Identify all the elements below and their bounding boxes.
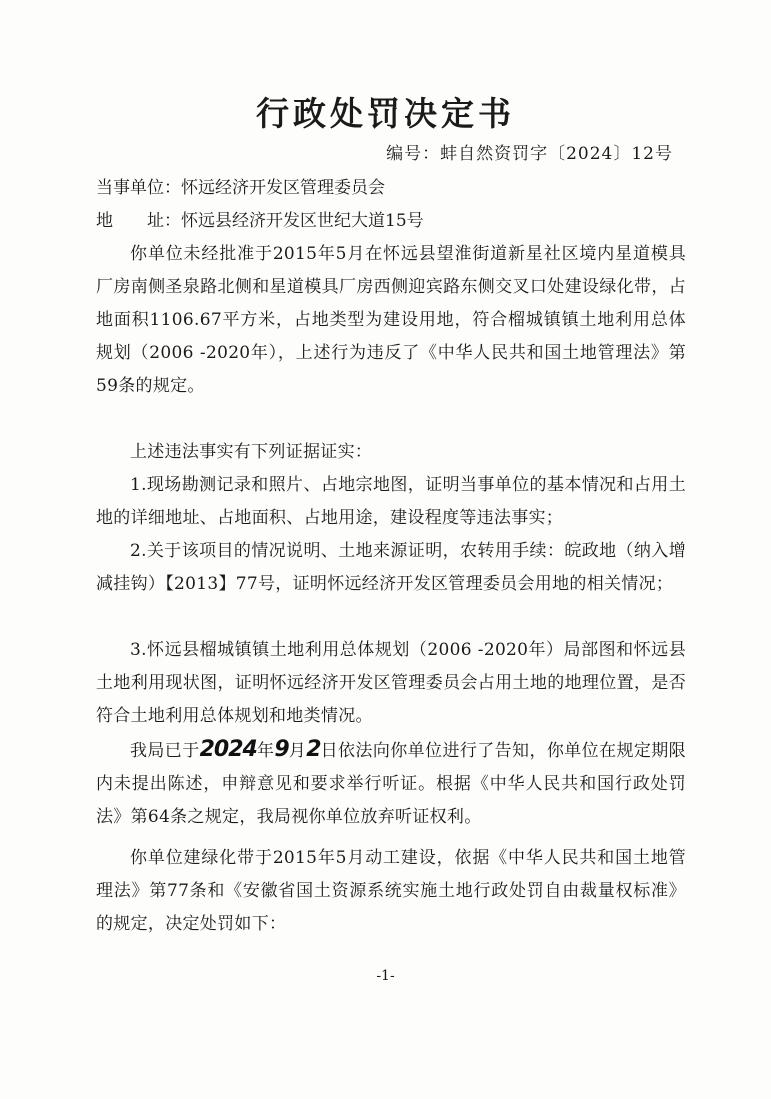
address-line: [96, 211, 686, 232]
handwritten-year: 2024: [199, 737, 257, 762]
handwritten-day: 2: [306, 737, 321, 762]
paragraph-notice: 我局已于2024年9月2日依法向你单位进行了告知，你单位在规定期限内未提出陈述，申辩意见和要求举行听证。根据《中华人民共和国行政处罚法》第64条之规定，我局视你单位放弃听证权利。: [96, 737, 686, 827]
address-label: 地 址：: [96, 211, 181, 231]
page-number: -1-: [376, 968, 395, 984]
paragraph-evidence-2: 2.关于该项目的情况说明、土地来源证明，农转用手续：皖政地（纳入增减挂钩）【2013】77号，证明怀远经济开发区管理委员会用地的相关情况；: [96, 541, 686, 594]
handwritten-month: 9: [274, 737, 289, 762]
paragraph-decision: 你单位建绿化带于2015年5月动工建设，依据《中华人民共和国土地管理法》第77条和《安徽省国土资源系统实施土地行政处罚自由裁量权标准》的规定，决定处罚如下：: [96, 848, 686, 934]
paragraph-evidence-3: 3.怀远县榴城镇镇土地利用总体规划（2006 -2020年）局部图和怀远县土地利用现状图，证明怀远经济开发区管理委员会占用土地的地理位置，是否符合土地利用总体规划和地类情况。: [96, 640, 686, 726]
document-number: 编号：蚌自然资罚字〔2024〕12号: [386, 144, 673, 164]
party-label: 当事单位：: [96, 178, 181, 198]
party-value: 怀远经济开发区管理委员会: [181, 178, 385, 198]
paragraph-evidence-intro: 上述违法事实有下列证据证实：: [130, 442, 373, 462]
paragraph-evidence-1: 1.现场勘测记录和照片、占地宗地图，证明当事单位的基本情况和占用土地的详细地址、占地面积、占地用途，建设程度等违法事实；: [96, 475, 686, 528]
document-title: 行政处罚决定书: [256, 94, 515, 133]
paragraph-facts: 你单位未经批准于2015年5月在怀远县望淮街道新星社区境内星道模具厂房南侧圣泉路北侧和星道模具厂房西侧迎宾路东侧交叉口处建设绿化带，占地面积1106.67平方米，占地类型为建设用地，符合榴城镇镇土地利用总体规划（2006 -2020年），上述行为违反了《中华人民共和国土地管理法》第59条的规定。: [96, 244, 686, 396]
address-value: 怀远县经济开发区世纪大道15号: [181, 211, 424, 231]
party-line: [96, 178, 686, 199]
